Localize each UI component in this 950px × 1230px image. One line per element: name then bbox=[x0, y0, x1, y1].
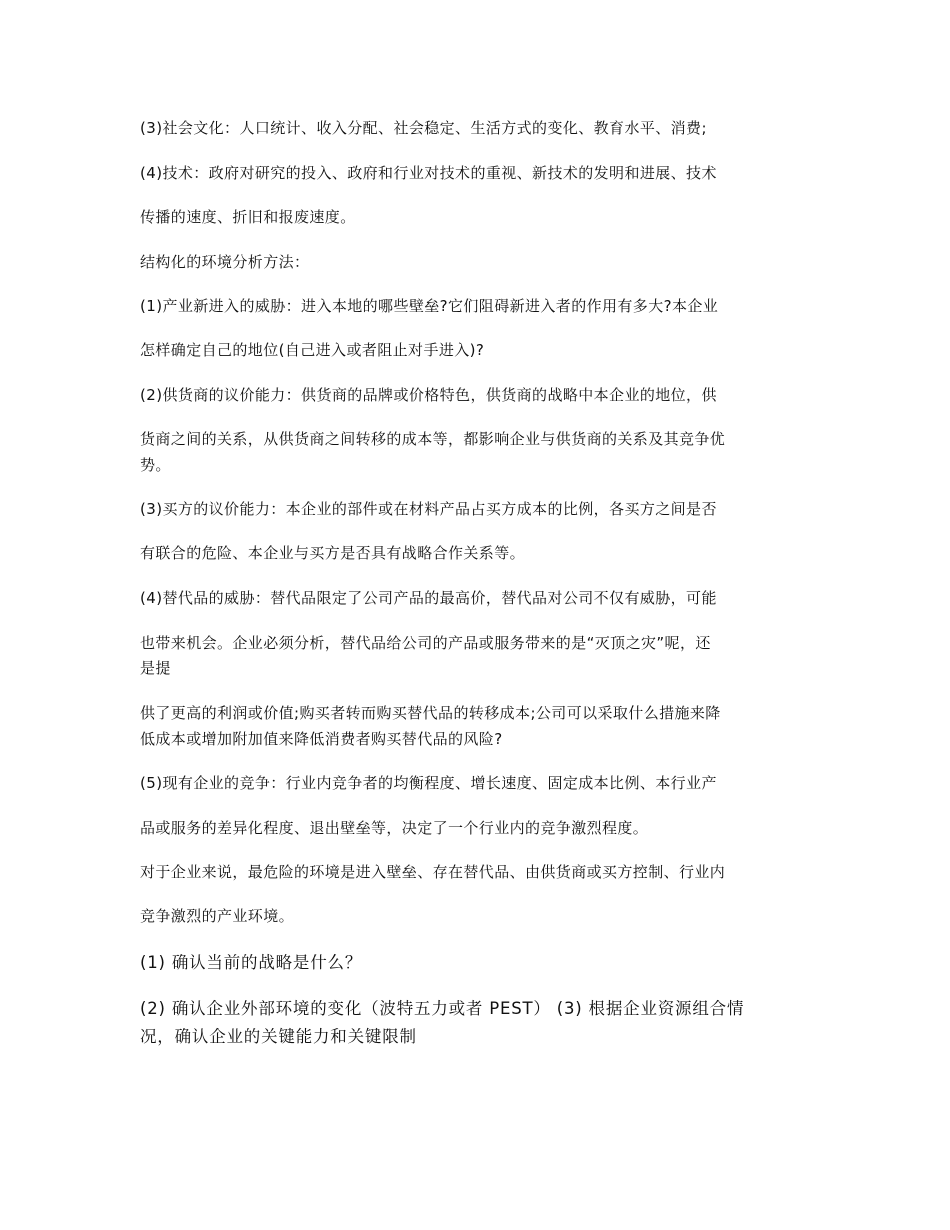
text-line: 结构化的环境分析方法： bbox=[140, 253, 310, 271]
text-line: 竞争激烈的产业环境。 bbox=[140, 907, 295, 925]
text-line: (2)供货商的议价能力：供货商的品牌或价格特色，供货商的战略中本企业的地位，供 bbox=[140, 386, 717, 404]
text-line: 货商之间的关系，从供货商之间转移的成本等，都影响企业与供货商的关系及其竞争优 bbox=[140, 430, 726, 448]
text-line: 有联合的危险、本企业与买方是否具有战略合作关系等。 bbox=[140, 544, 526, 562]
text-line: (3)社会文化：人口统计、收入分配、社会稳定、生活方式的变化、教育水平、消费; bbox=[140, 119, 707, 137]
text-line: 供了更高的利润或价值;购买者转而购买替代品的转移成本;公司可以采取什么措施来降 bbox=[140, 704, 721, 722]
text-line: 低成本或增加附加值来降低消费者购买替代品的风险? bbox=[140, 730, 503, 748]
text-line: (5)现有企业的竞争：行业内竞争者的均衡程度、增长速度、固定成本比例、本行业产 bbox=[140, 774, 717, 792]
text-line: (1)产业新进入的威胁：进入本地的哪些壁垒?它们阻碍新进入者的作用有多大?本企业 bbox=[140, 297, 719, 315]
text-line: 怎样确定自己的地位(自己进入或者阻止对手进入)? bbox=[140, 341, 485, 359]
heading-step-3-continued: 况，确认企业的关键能力和关键限制 bbox=[140, 1027, 417, 1046]
text-line: 是提 bbox=[140, 659, 171, 677]
text-line: 品或服务的差异化程度、退出壁垒等，决定了一个行业内的竞争激烈程度。 bbox=[140, 819, 649, 837]
text-line: 势。 bbox=[140, 456, 171, 474]
text-line: 传播的速度、折旧和报废速度。 bbox=[140, 208, 356, 226]
heading-step-2-3: (2) 确认企业外部环境的变化（波特五力或者 PEST） (3) 根据企业资源组合情 bbox=[140, 999, 745, 1018]
heading-step-1: (1) 确认当前的战略是什么？ bbox=[140, 953, 363, 972]
text-line: 对于企业来说，最危险的环境是进入壁垒、存在替代品、由供货商或买方控制、行业内 bbox=[140, 863, 726, 881]
text-line: (3)买方的议价能力：本企业的部件或在材料产品占买方成本的比例，各买方之间是否 bbox=[140, 500, 717, 518]
text-line: 也带来机会。企业必须分析，替代品给公司的产品或服务带来的是“灭顶之灾”呢，还 bbox=[140, 634, 711, 652]
text-line: (4)技术：政府对研究的投入、政府和行业对技术的重视、新技术的发明和进展、技术 bbox=[140, 164, 717, 182]
text-line: (4)替代品的威胁：替代品限定了公司产品的最高价，替代品对公司不仅有威胁，可能 bbox=[140, 589, 717, 607]
